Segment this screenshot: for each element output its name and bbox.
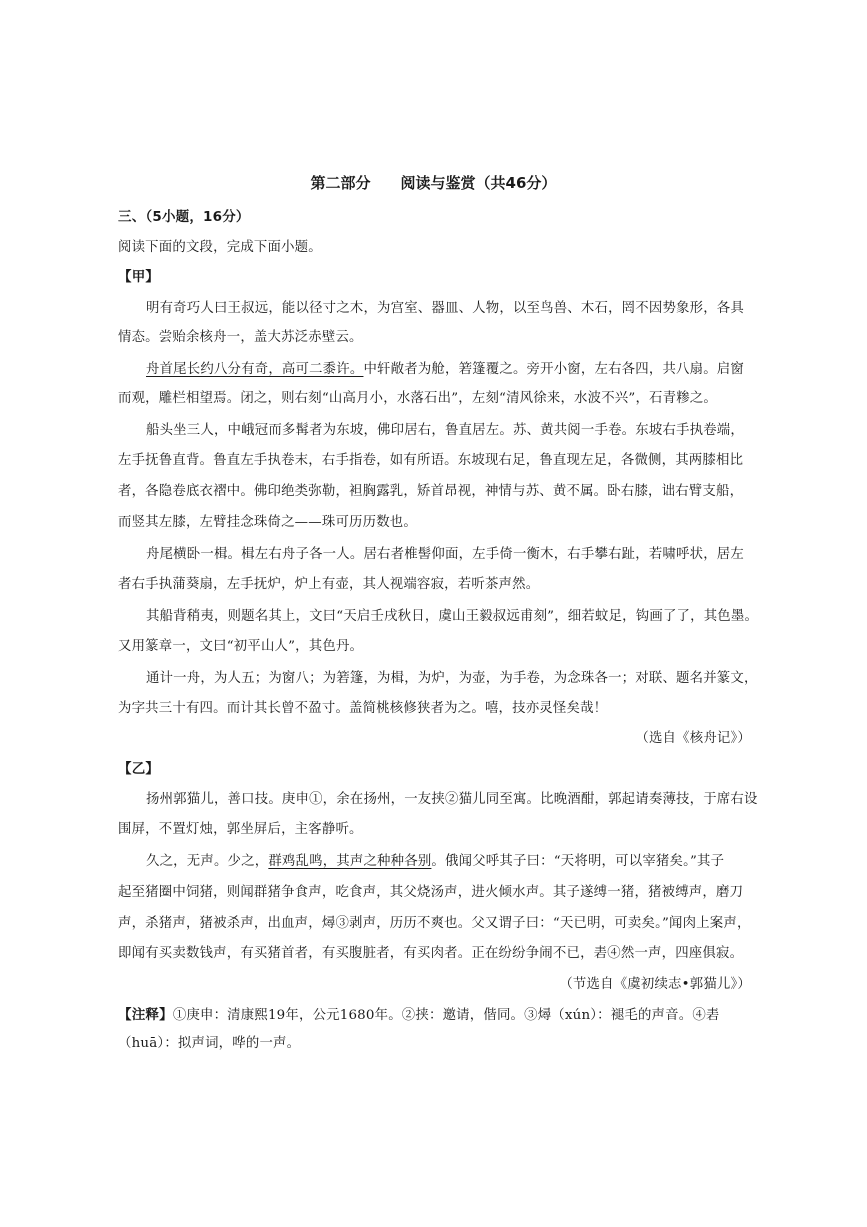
passage-yi-line: 即闻有买卖数钱声，有买猪首者，有买腹脏者，有买肉者。正在纷纷争闹不已，砉④然一声，四座俱寂。: [118, 946, 744, 961]
notes-line: （huā）：拟声词，哗的一声。: [118, 1036, 301, 1051]
passage-jia-line: 者右手执蒲葵扇，左手抚炉，炉上有壶，其人视端容寂，若听茶声然。: [118, 577, 540, 592]
passage-jia-line: 又用篆章一，文曰“初平山人”，其色丹。: [118, 639, 364, 654]
section-title: 第二部分 阅读与鉴赏（共46分）: [310, 174, 557, 192]
passage-jia-line: 舟尾横卧一楫。楫左右舟子各一人。居右者椎髻仰面，左手倚一衡木，右手攀右趾，若啸呼状，居左: [146, 547, 744, 562]
passage-jia-line: 通计一舟，为人五；为窗八；为箬篷，为楫，为炉，为壶，为手卷，为念珠各一；对联、题名并篆文，: [146, 671, 758, 686]
passage-jia-line: 其船背稍夷，则题名其上，文曰“天启壬戌秋日，虞山王毅叔远甫刻”，细若蚊足，钩画了了，其色墨。: [146, 609, 759, 624]
passage-jia-line: 船头坐三人，中峨冠而多髯者为东坡，佛印居右，鲁直居左。苏、黄共阅一手卷。东坡右手执卷端，: [146, 423, 744, 438]
passage-jia-line: 舟首尾长约八分有奇，高可二黍许。中轩敞者为舱，箬篷覆之。旁开小窗，左右各四，共八扇。启窗: [146, 362, 744, 377]
passage-jia-line: 明有奇巧人曰王叔远，能以径寸之木，为宫室、器皿、人物，以至鸟兽、木石，罔不因势象形，各具: [146, 301, 744, 316]
passage-jia-label: 【甲】: [118, 269, 160, 285]
passage-yi-line: 声，杀猪声，猪被杀声，出血声，燖③剥声，历历不爽也。父又谓子曰：“天已明，可卖矣。”闻肉上案声，: [118, 916, 751, 931]
passage-yi-line: 围屏，不置灯烛，郭坐屏后，主客静听。: [118, 822, 363, 837]
underlined-sentence: 舟首尾长约八分有奇，高可二黍许。: [146, 362, 364, 377]
passage-yi-line: 久之，无声。少之，群鸡乱鸣，其声之种种各别。俄闻父呼其子曰：“天将明，可以宰猪矣。”其子: [146, 854, 725, 869]
passage-jia-source: （选自《核舟记》）: [635, 731, 751, 746]
underlined-phrase: 群鸡乱鸣，其声之种种各别: [268, 854, 432, 869]
notes-line: 【注释】①庚申：清康熙19年，公元1680年。②挟：邀请，偕同。③燖（xún）：褪毛的声音。④砉: [118, 1007, 720, 1023]
passage-jia-line: 而竖其左膝，左臂挂念珠倚之——珠可历历数也。: [118, 515, 417, 530]
passage-yi-line: 起至猪圈中饲猪，则闻群猪争食声，吃食声，其父烧汤声，进火倾水声。其子遂缚一猪，猪被缚声，磨刀: [118, 885, 744, 900]
passage-yi-line: 扬州郭猫儿，善口技。庚申①，余在扬州，一友挟②猫儿同至寓。比晚酒酣，郭起请奏薄技，于席右设: [146, 792, 758, 807]
passage-jia-line: 而观，雕栏相望焉。闭之，则右刻“山高月小，水落石出”，左刻“清风徐来，水波不兴”，石青糁之。: [118, 391, 717, 406]
passage-yi-source: （节选自《虞初续志•郭猫儿》）: [559, 977, 751, 992]
passage-jia-line: 者，各隐卷底衣褶中。佛印绝类弥勒，袒胸露乳，矫首昂视，神情与苏、黄不属。卧右膝，诎右臂支船，: [118, 484, 744, 499]
instruction: 阅读下面的文段，完成下面小题。: [118, 240, 322, 255]
passage-jia-line: 左手抚鲁直背。鲁直左手执卷末，右手指卷，如有所语。东坡现右足，鲁直现左足，各微侧，其两膝相比: [118, 453, 744, 468]
question-header: 三、（5小题，16分）: [118, 209, 250, 225]
passage-jia-line: 为字共三十有四。而计其长曾不盈寸。盖简桃核修狭者为之。嘻，技亦灵怪矣哉！: [118, 701, 608, 716]
passage-yi-label: 【乙】: [118, 761, 160, 777]
notes-label: 【注释】: [118, 1007, 173, 1023]
passage-jia-line: 情态。尝贻余核舟一，盖大苏泛赤壁云。: [118, 330, 363, 345]
